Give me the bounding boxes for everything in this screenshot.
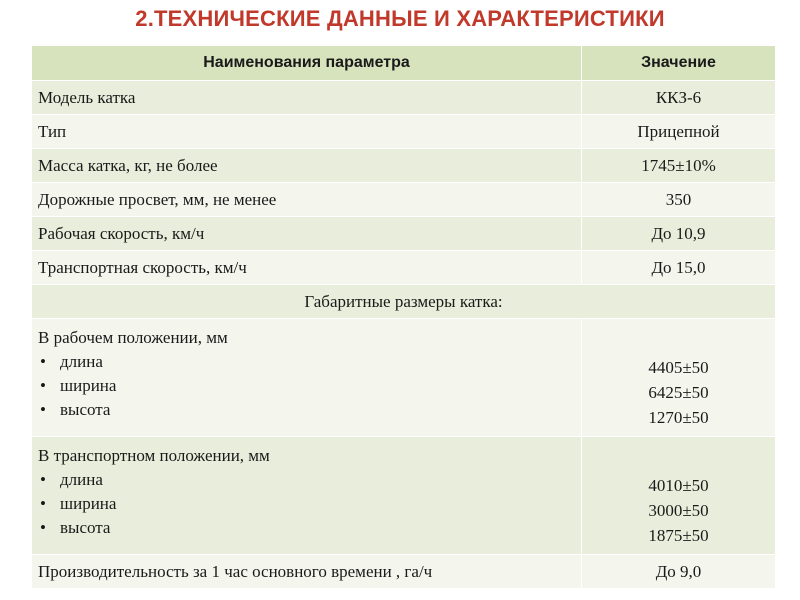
spec-table <box>31 45 776 589</box>
group-value-cell <box>582 437 776 555</box>
header-value: Значение <box>582 46 776 81</box>
dimension-list <box>38 468 575 540</box>
group-param-cell <box>32 437 582 555</box>
value-cell: 1745±10% <box>582 149 776 183</box>
table-row <box>32 115 776 149</box>
value-cell: До 10,9 <box>582 217 776 251</box>
dimension-list <box>38 350 575 422</box>
value-cell: Прицепной <box>582 115 776 149</box>
list-item: • ширина <box>38 492 575 516</box>
table-row <box>32 555 776 589</box>
group-heading: В транспортном положении, мм <box>38 446 270 465</box>
value-line: 4010±50 <box>648 476 709 495</box>
param-cell: Транспортная скорость, км/ч <box>32 251 582 285</box>
value-line: 3000±50 <box>648 501 709 520</box>
param-cell: Тип <box>32 115 582 149</box>
param-cell: Производительность за 1 час основного времени , га/ч <box>32 555 582 589</box>
table-row <box>32 149 776 183</box>
page-title: 2.ТЕХНИЧЕСКИЕ ДАННЫЕ И ХАРАКТЕРИСТИКИ <box>135 6 665 31</box>
table-row <box>32 183 776 217</box>
table-row <box>32 251 776 285</box>
list-item: • высота <box>38 516 575 540</box>
section-row <box>32 285 776 319</box>
list-item: • ширина <box>38 374 575 398</box>
value-line: 6425±50 <box>648 383 709 402</box>
value-cell: 350 <box>582 183 776 217</box>
list-item: • высота <box>38 398 575 422</box>
param-cell: Рабочая скорость, км/ч <box>32 217 582 251</box>
table-row <box>32 81 776 115</box>
value-line: 1875±50 <box>648 526 709 545</box>
value-cell: До 15,0 <box>582 251 776 285</box>
value-line: 1270±50 <box>648 408 709 427</box>
group-heading: В рабочем положении, мм <box>38 328 228 347</box>
table-header-row <box>32 46 776 81</box>
group-value-cell <box>582 319 776 437</box>
value-cell: ККЗ-6 <box>582 81 776 115</box>
param-cell: Дорожные просвет, мм, не менее <box>32 183 582 217</box>
list-item: • длина <box>38 350 575 374</box>
param-cell: Модель катка <box>32 81 582 115</box>
group-param-cell <box>32 319 582 437</box>
group-row-working <box>32 319 776 437</box>
value-line: 4405±50 <box>648 358 709 377</box>
list-item: • длина <box>38 468 575 492</box>
table-row <box>32 217 776 251</box>
group-row-transport <box>32 437 776 555</box>
section-label: Габаритные размеры катка: <box>32 285 776 319</box>
header-parameter: Наименования параметра <box>32 46 582 81</box>
value-cell: До 9,0 <box>582 555 776 589</box>
param-cell: Масса катка, кг, не более <box>32 149 582 183</box>
